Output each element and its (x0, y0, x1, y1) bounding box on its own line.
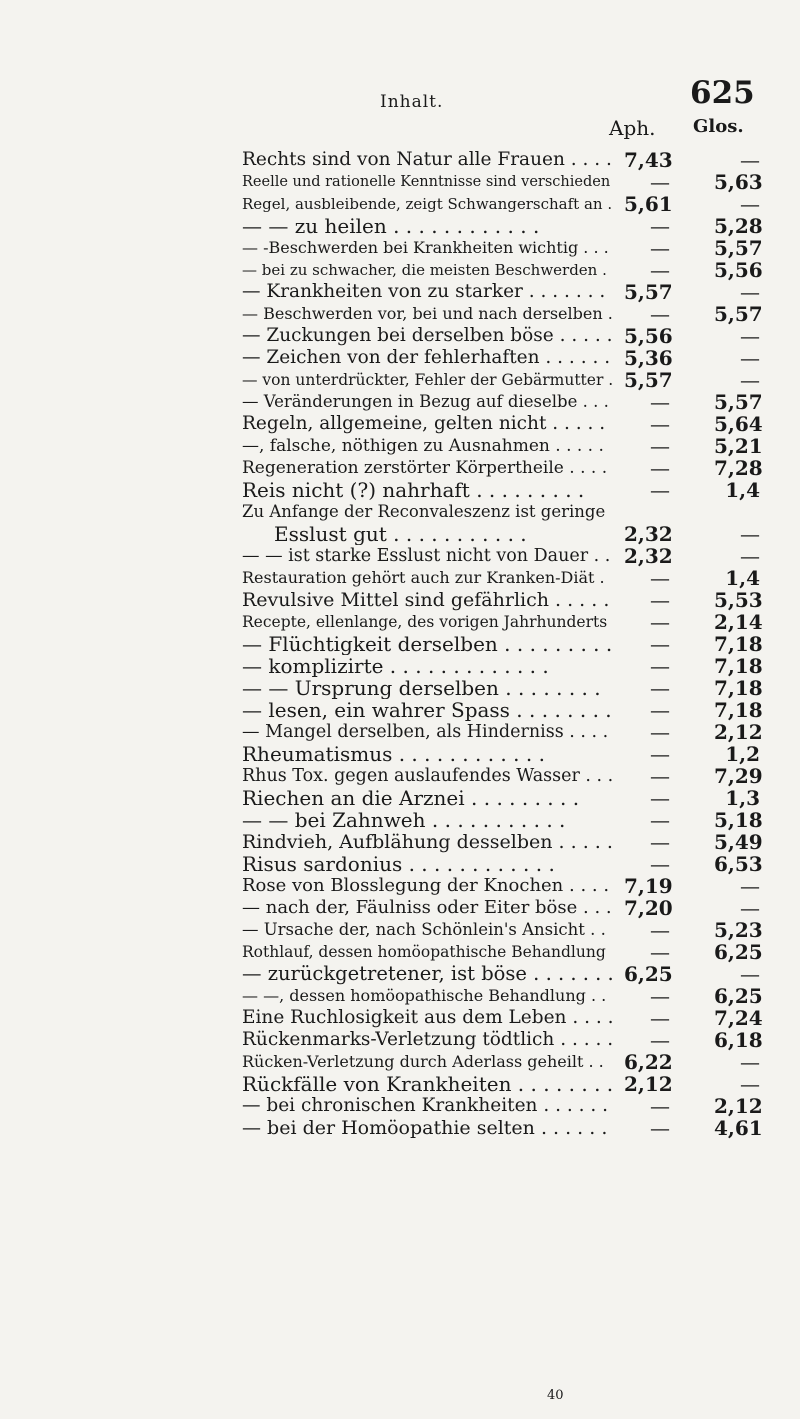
index-entry-term: Revulsive Mittel sind gefährlich . . . . . (242, 589, 610, 611)
index-entry-aph-ref: — (650, 214, 670, 238)
column-header-glos: Glos. (693, 116, 744, 137)
index-entry-glos-ref: 7,24 (714, 1006, 763, 1030)
index-entry-term: Eine Ruchlosigkeit aus dem Leben . . . . (242, 1007, 614, 1028)
index-entry-term: — bei zu schwacher, die meisten Beschwerden . (242, 261, 607, 279)
index-entry-aph-ref: — (650, 808, 670, 832)
index-entry-glos-ref: — (740, 1050, 760, 1074)
index-entry-term: Rothlauf, dessen homöopathische Behandlung (242, 943, 606, 961)
index-entry-glos-ref: 5,57 (714, 302, 763, 326)
index-entry-glos-ref: 2,14 (714, 610, 763, 634)
index-entry (242, 193, 762, 215)
index-entry (242, 435, 762, 457)
index-entry-term: — zurückgetretener, ist böse . . . . . . . (242, 963, 614, 985)
index-entry (242, 479, 762, 501)
index-entry (242, 721, 762, 743)
index-entry-term: — komplizirte . . . . . . . . . . . . . (242, 655, 549, 677)
index-entry-aph-ref: 5,36 (624, 346, 673, 370)
index-entry-term: Reis nicht (?) nahrhaft . . . . . . . . . (242, 479, 585, 501)
index-entry (242, 677, 762, 699)
sheet-signature: 40 (547, 1388, 564, 1403)
index-entry-term: — Flüchtigkeit derselben . . . . . . . . . (242, 633, 613, 655)
index-entry (242, 633, 762, 655)
index-entry-aph-ref: — (650, 434, 670, 458)
index-entry (242, 1007, 762, 1029)
index-entry (242, 743, 762, 765)
index-entry (242, 171, 762, 193)
index-entry (242, 941, 762, 963)
index-entry-term: Rechts sind von Natur alle Frauen . . . . (242, 149, 612, 170)
index-entry-aph-ref: — (650, 742, 670, 766)
index-entry-term: Regeneration zerstörter Körpertheile . . . . (242, 458, 608, 478)
index-entry-glos-ref: 6,25 (714, 940, 763, 964)
index-entry-term: — — zu heilen . . . . . . . . . . . . (242, 215, 540, 237)
index-entry-term: Riechen an die Arznei . . . . . . . . . (242, 787, 580, 809)
index-entry-aph-ref: 2,12 (624, 1072, 673, 1096)
index-entry-glos-ref: 7,18 (714, 632, 763, 656)
index-entry-aph-ref: 5,57 (624, 368, 673, 392)
index-entry-glos-ref: 7,28 (714, 456, 763, 480)
index-entry-aph-ref: — (650, 984, 670, 1008)
index-entry-term: Regeln, allgemeine, gelten nicht . . . . . (242, 413, 606, 434)
index-entry-term: Restauration gehört auch zur Kranken-Diät . (242, 568, 605, 587)
index-entry-term: — bei chronischen Krankheiten . . . . . . (242, 1095, 609, 1116)
index-entry-glos-ref: 7,18 (714, 654, 763, 678)
index-entry-glos-ref: 7,29 (714, 764, 763, 788)
index-entry-glos-ref: 5,21 (714, 434, 763, 458)
index-entry-glos-ref: — (740, 522, 760, 546)
index-entry-glos-ref: 6,53 (714, 852, 763, 876)
index-entry-term: — von unterdrückter, Fehler der Gebärmutter . (242, 371, 614, 389)
index-entry-term: — Veränderungen in Bezug auf dieselbe . . . (242, 392, 609, 411)
index-entry-term: — — Ursprung derselben . . . . . . . . (242, 677, 601, 699)
index-entry (242, 523, 762, 545)
index-entry-aph-ref: — (650, 566, 670, 590)
index-entry-glos-ref: 6,18 (714, 1028, 763, 1052)
index-entry (242, 963, 762, 985)
index-entry-glos-ref: 2,12 (714, 720, 763, 744)
index-entry-aph-ref: — (650, 236, 670, 260)
index-entry-term: Regel, ausbleibende, zeigt Schwangerschaft an . (242, 195, 613, 213)
index-entry-glos-ref: 7,18 (714, 698, 763, 722)
index-entry-aph-ref: — (650, 720, 670, 744)
index-entry-term: — -Beschwerden bei Krankheiten wichtig . . . (242, 238, 609, 257)
index-entry (242, 787, 762, 809)
index-entry-aph-ref: 7,19 (624, 874, 673, 898)
index-entry-glos-ref: 5,57 (714, 236, 763, 260)
index-entry-term: — bei der Homöopathie selten . . . . . . (242, 1117, 608, 1139)
index-entry-term: — lesen, ein wahrer Spass . . . . . . . . (242, 699, 612, 721)
index-entry-term: — — bei Zahnweh . . . . . . . . . . . (242, 809, 566, 831)
index-entry-term: Rindvieh, Aufblähung desselben . . . . . (242, 831, 613, 853)
index-entry-term: Rhus Tox. gegen auslaufendes Wasser . . . (242, 766, 614, 786)
index-entry-aph-ref: — (650, 654, 670, 678)
index-entry-aph-ref: — (650, 676, 670, 700)
index-entry-aph-ref: — (650, 610, 670, 634)
index-entry (242, 611, 762, 633)
index-entry (242, 853, 762, 875)
index-entry-glos-ref: 1,2 (725, 742, 760, 766)
index-entry-glos-ref: — (740, 1072, 760, 1096)
index-entry-aph-ref: 5,57 (624, 280, 673, 304)
index-entry-glos-ref: 2,12 (714, 1094, 763, 1118)
index-entry-glos-ref: 1,3 (725, 786, 760, 810)
index-entry-aph-ref: — (650, 764, 670, 788)
index-entry (242, 765, 762, 787)
index-entries (242, 149, 762, 1139)
index-entry-glos-ref: 5,64 (714, 412, 763, 436)
index-entry (242, 215, 762, 237)
index-entry-aph-ref: 5,56 (624, 324, 673, 348)
index-entry (242, 369, 762, 391)
index-entry-glos-ref: 5,23 (714, 918, 763, 942)
index-entry-aph-ref: — (650, 1006, 670, 1030)
index-entry (242, 567, 762, 589)
index-entry (242, 655, 762, 677)
index-entry-aph-ref: 2,32 (624, 544, 673, 568)
index-entry-aph-ref: — (650, 940, 670, 964)
index-entry-term: — — ist starke Esslust nicht von Dauer . . (242, 546, 611, 566)
index-entry-term: — —, dessen homöopathische Behandlung . . (242, 986, 607, 1005)
index-entry-glos-ref: — (740, 874, 760, 898)
index-entry-glos-ref: 5,18 (714, 808, 763, 832)
index-entry (242, 501, 762, 523)
index-entry (242, 457, 762, 479)
index-entry-aph-ref: — (650, 390, 670, 414)
index-entry-glos-ref: 5,63 (714, 170, 763, 194)
index-entry (242, 875, 762, 897)
index-entry-aph-ref: — (650, 786, 670, 810)
index-entry (242, 413, 762, 435)
index-entry-glos-ref: — (740, 324, 760, 348)
index-entry-aph-ref: — (650, 456, 670, 480)
index-entry-glos-ref: 5,56 (714, 258, 763, 282)
index-entry-aph-ref: — (650, 258, 670, 282)
page-number: 625 (690, 75, 755, 111)
index-entry-aph-ref: 5,61 (624, 192, 673, 216)
index-entry-aph-ref: 7,43 (624, 148, 673, 172)
index-entry-aph-ref: — (650, 698, 670, 722)
index-entry (242, 149, 762, 171)
index-entry-aph-ref: — (650, 412, 670, 436)
index-entry (242, 699, 762, 721)
index-entry (242, 831, 762, 853)
index-entry-term: — Zuckungen bei derselben böse . . . . . (242, 325, 613, 346)
index-entry-aph-ref: — (650, 1094, 670, 1118)
index-entry-glos-ref: 5,53 (714, 588, 763, 612)
index-entry-glos-ref: 5,28 (714, 214, 763, 238)
index-entry-term: Rheumatismus . . . . . . . . . . . . (242, 743, 545, 765)
index-entry-aph-ref: — (650, 478, 670, 502)
index-entry-glos-ref: 1,4 (725, 566, 760, 590)
index-entry-glos-ref: — (740, 280, 760, 304)
index-entry-glos-ref: 5,49 (714, 830, 763, 854)
index-entry-aph-ref: 2,32 (624, 522, 673, 546)
column-header-aph: Aph. (609, 116, 656, 140)
index-entry-term: — Beschwerden vor, bei und nach derselben . (242, 304, 613, 323)
running-head: Inhalt. (380, 92, 444, 112)
index-entry-glos-ref: — (740, 346, 760, 370)
index-entry-glos-ref: 7,18 (714, 676, 763, 700)
index-entry (242, 259, 762, 281)
index-entry-term: Rücken-Verletzung durch Aderlass geheilt . . (242, 1052, 604, 1071)
index-entry (242, 897, 762, 919)
index-entry-term: — Mangel derselben, als Hinderniss . . . . (242, 722, 609, 742)
index-entry (242, 303, 762, 325)
index-entry-term: Recepte, ellenlange, des vorigen Jahrhunderts (242, 613, 608, 631)
index-entry-aph-ref: — (650, 170, 670, 194)
index-entry-aph-ref: 7,20 (624, 896, 673, 920)
index-entry-aph-ref: — (650, 588, 670, 612)
index-entry-glos-ref: 5,57 (714, 390, 763, 414)
index-entry-aph-ref: — (650, 918, 670, 942)
index-entry-glos-ref: 1,4 (725, 478, 760, 502)
index-entry-glos-ref: — (740, 544, 760, 568)
index-entry (242, 325, 762, 347)
index-entry-aph-ref: 6,25 (624, 962, 673, 986)
index-entry-aph-ref: — (650, 1028, 670, 1052)
index-entry (242, 1073, 762, 1095)
index-entry-aph-ref: — (650, 852, 670, 876)
index-entry (242, 1117, 762, 1139)
index-entry (242, 589, 762, 611)
index-entry (242, 545, 762, 567)
index-entry-glos-ref: — (740, 962, 760, 986)
index-entry (242, 237, 762, 259)
index-entry-glos-ref: — (740, 368, 760, 392)
index-entry-aph-ref: — (650, 632, 670, 656)
index-entry (242, 809, 762, 831)
index-entry (242, 391, 762, 413)
index-entry-term: Rückenmarks-Verletzung tödtlich . . . . . (242, 1029, 614, 1050)
index-entry-term: Risus sardonius . . . . . . . . . . . . (242, 853, 555, 875)
index-entry-aph-ref: — (650, 1116, 670, 1140)
index-entry-term: — Zeichen von der fehlerhaften . . . . . . (242, 347, 611, 368)
index-entry-term: Rückfälle von Krankheiten . . . . . . . . (242, 1073, 614, 1095)
index-entry-term: — nach der, Fäulniss oder Eiter böse . . . (242, 897, 612, 918)
index-entry (242, 1051, 762, 1073)
index-entry-term: Reelle und rationelle Kenntnisse sind verschieden (242, 174, 611, 190)
index-entry-aph-ref: 6,22 (624, 1050, 673, 1074)
index-entry-term: Esslust gut . . . . . . . . . . . (274, 523, 527, 545)
index-entry (242, 281, 762, 303)
index-entry-glos-ref: — (740, 148, 760, 172)
index-entry (242, 919, 762, 941)
index-entry (242, 347, 762, 369)
index-entry-aph-ref: — (650, 302, 670, 326)
index-entry-term: Zu Anfange der Reconvaleszenz ist geringe (242, 502, 606, 521)
index-entry-aph-ref: — (650, 830, 670, 854)
index-entry-glos-ref: 4,61 (714, 1116, 763, 1140)
index-entry-glos-ref: 6,25 (714, 984, 763, 1008)
index-entry-term: —, falsche, nöthigen zu Ausnahmen . . . . . (242, 436, 604, 456)
index-entry-term: Rose von Blosslegung der Knochen . . . . (242, 875, 610, 896)
index-entry (242, 1095, 762, 1117)
index-entry-term: — Krankheiten von zu starker . . . . . . . (242, 281, 606, 302)
index-entry-term: — Ursache der, nach Schönlein's Ansicht . . (242, 920, 606, 939)
index-entry (242, 985, 762, 1007)
index-entry-glos-ref: — (740, 896, 760, 920)
index-entry (242, 1029, 762, 1051)
index-entry-glos-ref: — (740, 192, 760, 216)
